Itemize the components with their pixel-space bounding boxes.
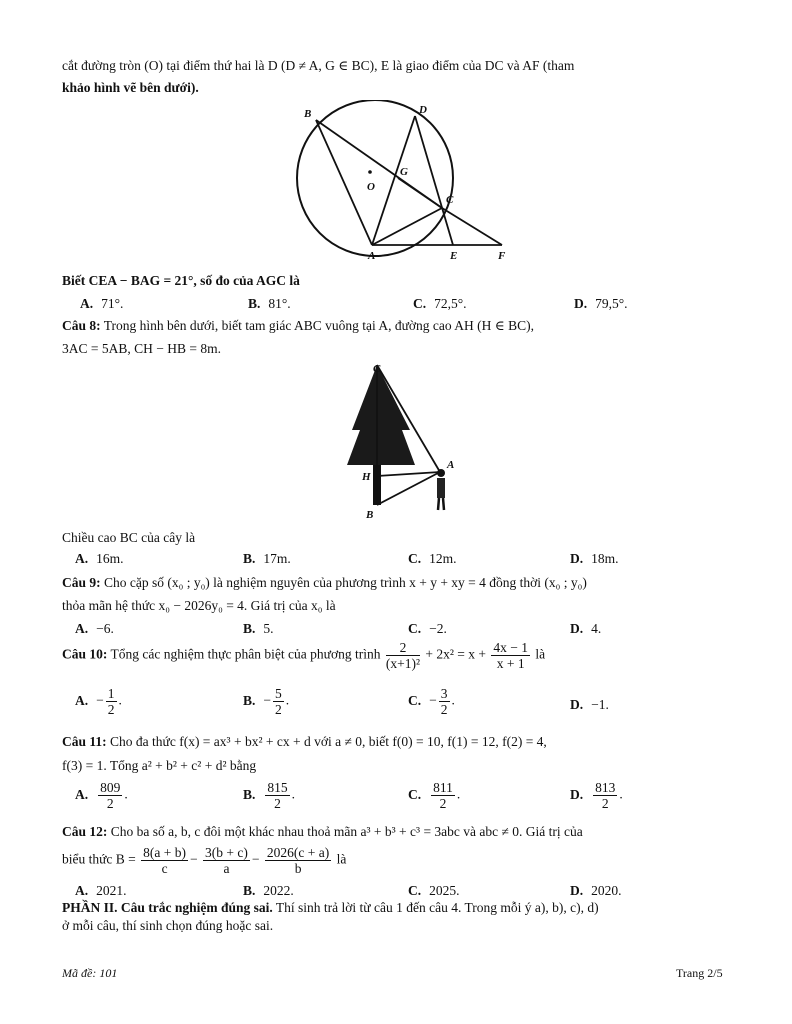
q10-option-b: B. − $\frac{5}{2}$ . <box>243 686 290 717</box>
q11-option-a: A. $\frac{809}{2}$ . <box>75 780 128 811</box>
q11-option-d: D. $\frac{813}{2}$ . <box>570 780 623 811</box>
label-h: H <box>362 471 371 483</box>
q12-line1: Câu 12: Cho ba số a, b, c đôi một khác nhau thoả mãn a³ + b³ + c³ = 3abc và abc ≠ 0. Giá trị của <box>62 824 583 839</box>
q11-line1: Câu 11: Cho đa thức f(x) = ax³ + bx² + cx + d với a ≠ 0, biết f(0) = 10, f(1) = 12, f(2) = 4, <box>62 734 547 749</box>
label-a: A <box>368 250 376 262</box>
q10-line: Câu 10: Tổng các nghiệm thực phân biệt của phương trình $\frac{2}{\text{(x+1)²}}$ + 2x² = x + $\frac{4x - 1}{x + 1}$ là <box>62 640 546 671</box>
q7-option-b: B. 81°. <box>248 296 291 311</box>
segment-ab <box>377 472 440 505</box>
tree-crown <box>347 365 415 465</box>
label-e: E <box>450 250 458 262</box>
q9-option-c: C. −2. <box>408 621 447 636</box>
q9-option-a: A. −6. <box>75 621 114 636</box>
segment-ah <box>377 472 440 476</box>
part2-line2: ở mỗi câu, thí sinh chọn đúng hoặc sai. <box>62 918 274 933</box>
tree-figure <box>340 360 470 525</box>
q12-option-d: D. 2020. <box>570 883 622 898</box>
label-c: C <box>373 363 381 375</box>
label-g: G <box>400 166 408 178</box>
segment-de <box>415 116 453 245</box>
q7-line2: khảo hình vẽ bên dưới). <box>62 80 199 95</box>
circle-figure <box>290 100 520 265</box>
q8-option-c: C. 12m. <box>408 551 457 566</box>
label-o: O <box>367 181 375 193</box>
q8-line1: Câu 8: Trong hình bên dưới, biết tam giác ABC vuông tại A, đường cao AH (H ∈ BC), <box>62 318 535 333</box>
q9-option-d: D. 4. <box>570 621 602 636</box>
q10-option-a: A. − $\frac{1}{2}$ . <box>75 686 122 717</box>
label-b: B <box>304 108 312 120</box>
q7-option-c: C. 72,5°. <box>413 296 467 311</box>
label-c: C <box>446 194 454 206</box>
q7-option-a: A. 71°. <box>80 296 124 311</box>
exam-code: Mã đề: 101 <box>62 966 118 980</box>
part2-line1: PHẦN II. Câu trắc nghiệm đúng sai. Thí sinh trả lời từ câu 1 đến câu 4. Trong mỗi ý a), b), c), d) <box>62 900 599 915</box>
q8-option-a: A. 16m. <box>75 551 124 566</box>
q12-option-c: C. 2025. <box>408 883 460 898</box>
q12-option-b: B. 2022. <box>243 883 294 898</box>
q8-question: Chiều cao BC của cây là <box>62 530 196 545</box>
q9-line1: Câu 9: Cho cặp số (x₀ ; y₀) là nghiệm nguyên của phương trình x + y + xy = 4 đồng thời (x₀ ; y₀) <box>62 575 587 590</box>
label-b: B <box>366 509 374 521</box>
label-a: A <box>447 459 455 471</box>
q10-option-d: D. −1. <box>570 697 609 712</box>
q7-option-d: D. 79,5°. <box>574 296 628 311</box>
q12-line2: biểu thức B = $\frac{8(a + b)}{c}$ − $\frac{3(b + c)}{a}$ − $\frac{2026(c + a)}{b}$ là <box>62 845 347 876</box>
q10-option-c: C. − $\frac{3}{2}$ . <box>408 686 455 717</box>
q8-option-b: B. 17m. <box>243 551 291 566</box>
page-number: Trang 2/5 <box>676 966 723 980</box>
q8-line2: 3AC = 5AB, CH − HB = 8m. <box>62 341 221 356</box>
center-dot <box>368 170 372 174</box>
q9-option-b: B. 5. <box>243 621 274 636</box>
q11-option-b: B. $\frac{815}{2}$ . <box>243 780 296 811</box>
person-icon <box>437 469 445 510</box>
q8-option-d: D. 18m. <box>570 551 619 566</box>
q11-line2: f(3) = 1. Tổng a² + b² + c² + d² bằng <box>62 758 257 773</box>
q7-line1: cắt đường tròn (O) tại điểm thứ hai là D (D ≠ A, G ∈ BC), E là giao điểm của DC và AF (tham <box>62 58 575 73</box>
q10-frac1: $\frac{2}{\text{(x+1)²}}$ <box>385 640 421 671</box>
q12-option-a: A. 2021. <box>75 883 127 898</box>
q9-line2: thỏa mãn hệ thức x₀ − 2026y₀ = 4. Giá trị của x₀ là <box>62 598 336 613</box>
q11-option-c: C. $\frac{811}{2}$ . <box>408 780 461 811</box>
q10-frac2: $\frac{4x - 1}{x + 1}$ <box>493 640 529 671</box>
label-d: D <box>419 104 427 116</box>
q7-given: Biết CEA − BAG = 21°, số đo của AGC là <box>62 273 300 288</box>
label-f: F <box>498 250 506 262</box>
